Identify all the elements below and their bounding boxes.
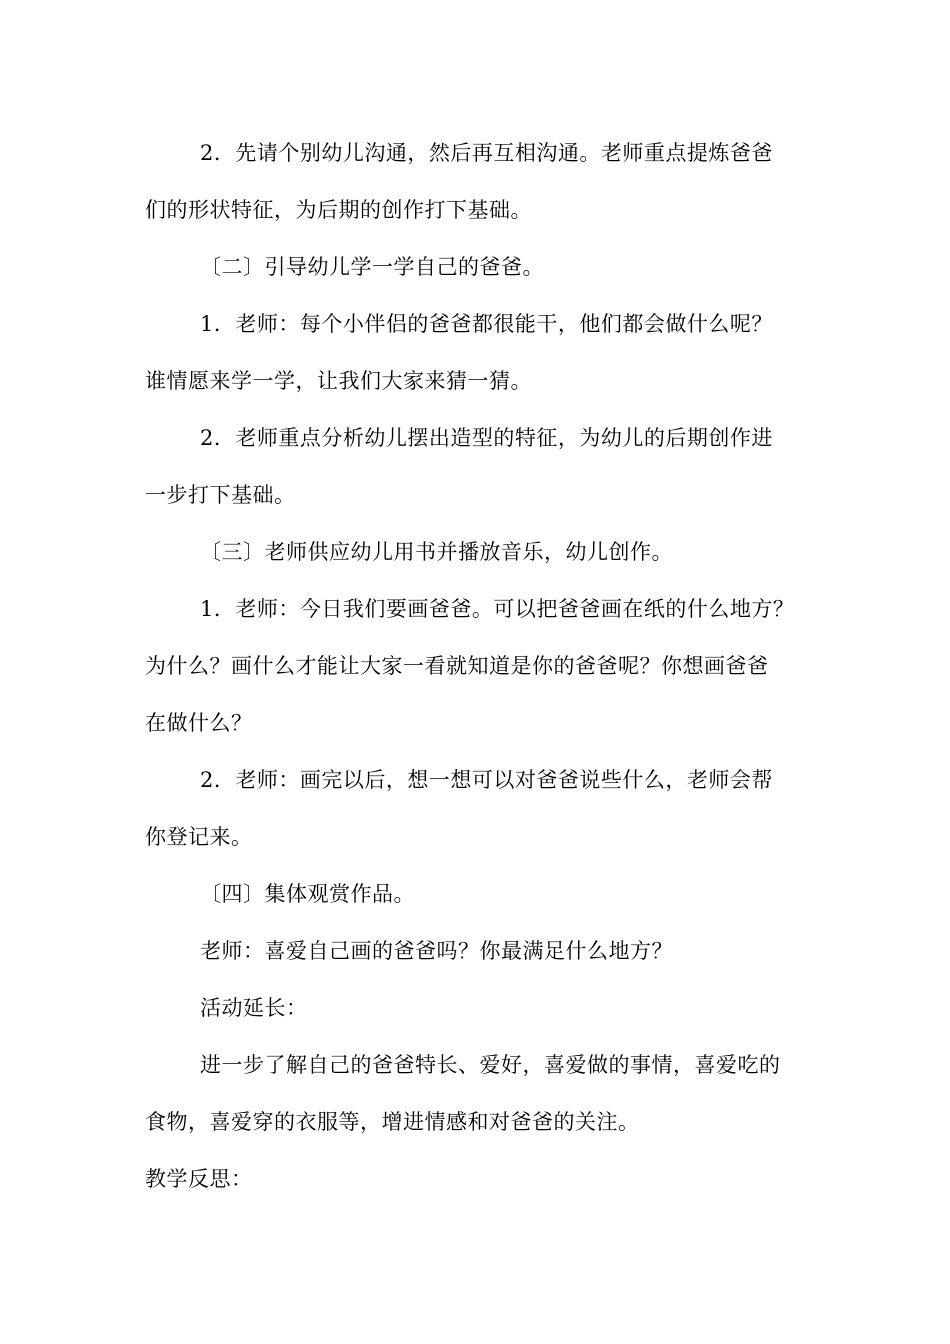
paragraph-line: 为什么？画什么才能让大家一看就知道是你的爸爸呢？你想画爸爸	[145, 654, 769, 678]
paragraph-line: 进一步了解自己的爸爸特长、爱好，喜爱做的事情，喜爱吃的	[200, 1053, 781, 1077]
section-heading: 〔三〕老师供应幼儿用书并播放音乐，幼儿创作。	[200, 540, 673, 564]
paragraph-line: 2．老师重点分析幼儿摆出造型的特征，为幼儿的后期创作进	[200, 426, 773, 450]
paragraph-line: 老师：喜爱自己画的爸爸吗？你最满足什么地方？	[200, 939, 673, 963]
section-heading: 教学反思：	[145, 1167, 253, 1191]
paragraph-line: 1．老师：今日我们要画爸爸。可以把爸爸画在纸的什么地方？	[200, 597, 795, 621]
paragraph-line: 在做什么？	[145, 711, 253, 735]
section-heading: 〔四〕集体观赏作品。	[200, 882, 415, 906]
section-heading: 〔二〕引导幼儿学一学自己的爸爸。	[200, 255, 544, 279]
section-heading: 活动延长：	[200, 996, 308, 1020]
paragraph-line: 食物，喜爱穿的衣服等，增进情感和对爸爸的关注。	[145, 1110, 640, 1134]
paragraph-line: 一步打下基础。	[145, 483, 296, 507]
paragraph-line: 2．老师：画完以后，想一想可以对爸爸说些什么，老师会帮	[200, 768, 773, 792]
paragraph-line: 1．老师：每个小伴侣的爸爸都很能干，他们都会做什么呢？	[200, 312, 773, 336]
paragraph-line: 你登记来。	[145, 825, 253, 849]
paragraph-line: 们的形状特征，为后期的创作打下基础。	[145, 198, 532, 222]
paragraph-line: 谁情愿来学一学，让我们大家来猜一猜。	[145, 369, 532, 393]
paragraph-line: 2．先请个别幼儿沟通，然后再互相沟通。老师重点提炼爸爸	[200, 141, 773, 165]
